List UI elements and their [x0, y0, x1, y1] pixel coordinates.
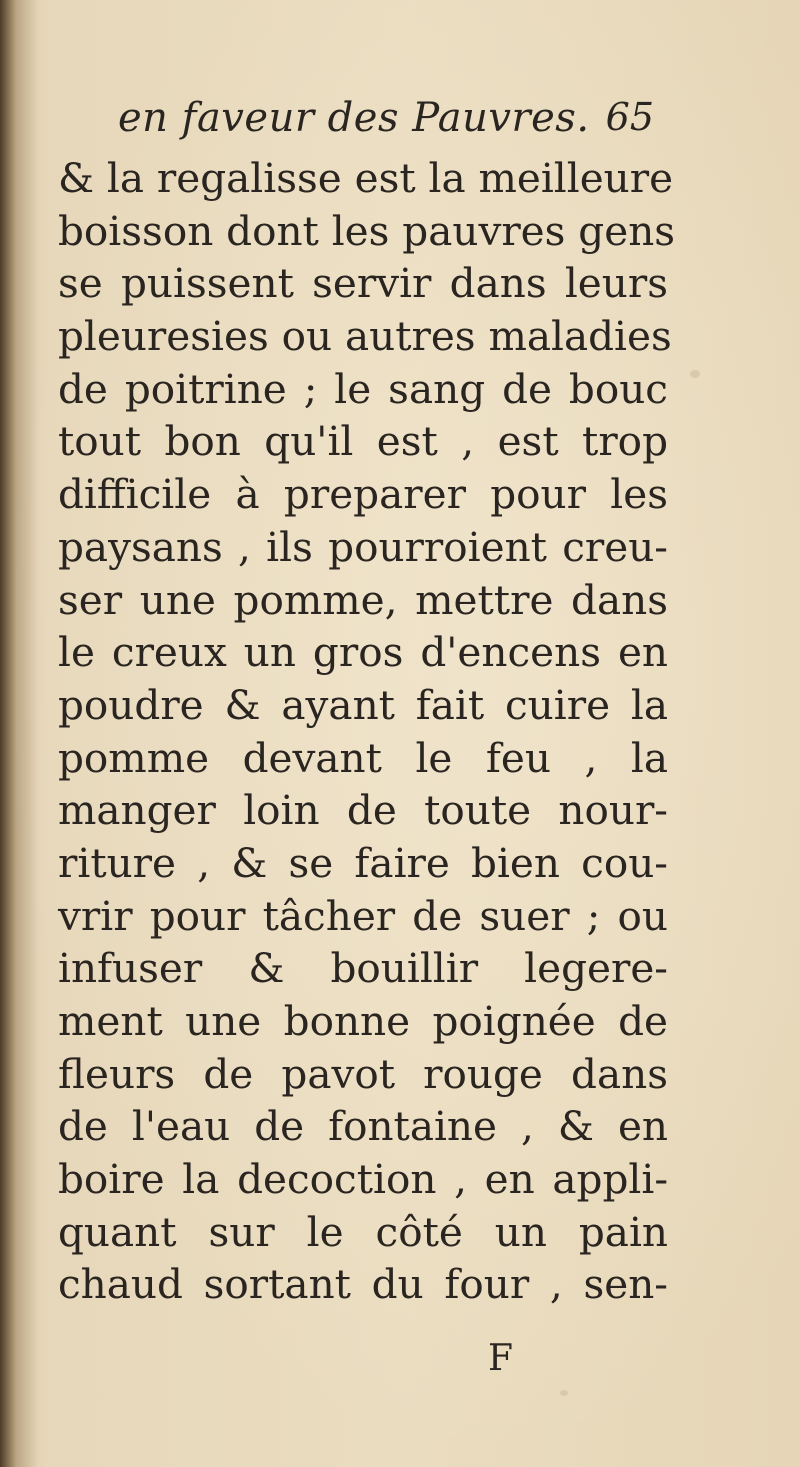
text-line: difficile à preparer pour les: [58, 470, 668, 519]
text-line: se puissent servir dans leurs: [58, 259, 668, 308]
text-line: ment une bonne poignée de: [58, 997, 668, 1045]
text-line: pomme devant le feu , la: [58, 733, 668, 782]
text-line: poudre & ayant fait cuire la: [58, 680, 668, 729]
text-line: de l'eau de fontaine , & en: [58, 1102, 668, 1151]
text-line: vrir pour tâcher de suer ; ou: [58, 891, 668, 940]
text-line: chaud sortant du four , sen-: [58, 1260, 668, 1309]
paper-stain: [560, 1390, 568, 1396]
running-head: [118, 95, 678, 147]
text-line: pleuresies ou autres maladies: [58, 312, 672, 361]
text-line: de poitrine ; le sang de bouc: [58, 364, 668, 413]
text-line: infuser & bouillir legere-: [58, 944, 668, 993]
text-line: riture , & se faire bien cou-: [58, 838, 668, 887]
text-line: manger loin de toute nour-: [58, 786, 668, 835]
text-line: boire la decoction , en appli-: [58, 1155, 668, 1204]
body-text: [58, 152, 698, 1311]
text-line: paysans , ils pourroient creu-: [58, 522, 668, 571]
book-gutter: [0, 0, 16, 1467]
signature-mark: F: [488, 1338, 513, 1379]
running-title: en faveur des Pauvres.: [118, 95, 590, 141]
page-number: 65: [605, 95, 654, 139]
text-line: le creux un gros d'encens en: [58, 628, 668, 677]
text-line: boisson dont les pauvres gens: [58, 206, 676, 255]
text-line: fleurs de pavot rouge dans: [58, 1049, 668, 1098]
text-line: & la regalisse est la meilleure: [58, 154, 674, 202]
gutter-shadow: [16, 0, 38, 1467]
text-line: ser une pomme, mettre dans: [58, 575, 668, 624]
text-line: tout bon qu'il est , est trop: [58, 417, 668, 466]
text-line: quant sur le côté un pain: [58, 1207, 668, 1256]
